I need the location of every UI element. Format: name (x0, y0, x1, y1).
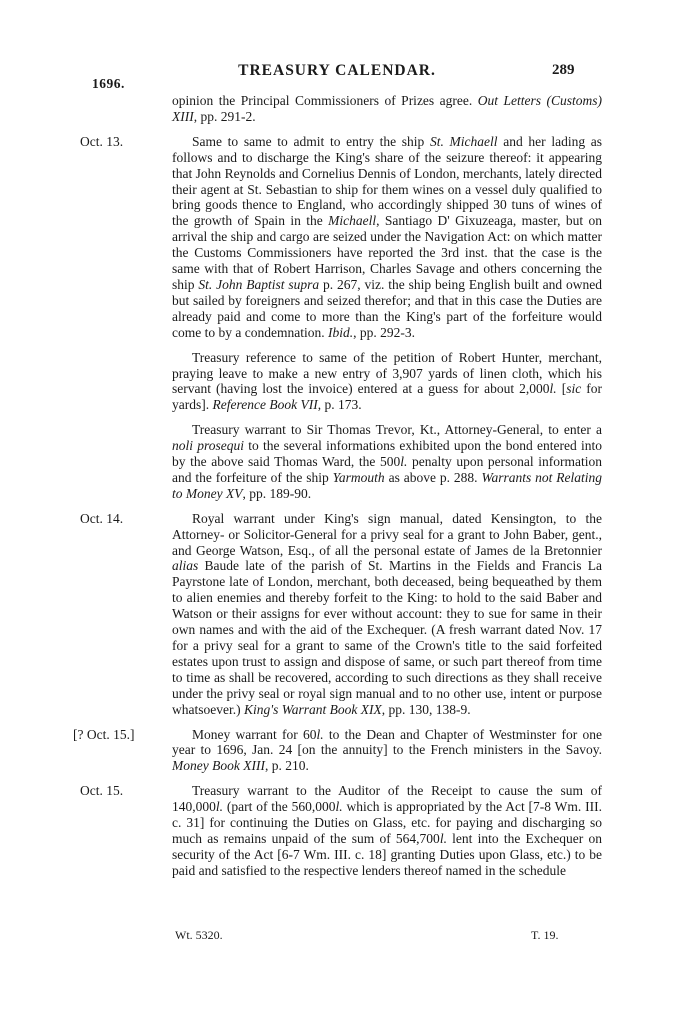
entry-trevor-warrant (80, 422, 602, 502)
entry-text: Royal warrant under King's sign manual, dated Kensington, to the Attorney- or Solicitor-General for a privy seal for a grant to John Baber, gent., and George Watson, Esq., of all the personal estate of James de la Bretonnier alias Baude late of the parish of St. Martins in the Fields and Francis La Payrstone late of London, merchant, both deceased, being bequeathed by them to alien enemies and thereby forfeit to the King: to hold to the said Baber and Watson or their assigns for ever without account: they to sue for same in their own names and with the aid of the Exchequer. (A fresh warrant dated Nov. 17 for a privy seal for a grant to same of the Crown's title to the said forfeited estates upon trust to assign and dispose of same, or such part thereof from time to time as shall be recovered, according to such directions as they shall receive under the privy seal or royal sign manual and to no other use, intent or purpose whatsoever.) King's Warrant Book XIX, pp. 130, 138-9. (172, 510, 602, 717)
entry-date: Oct. 14. (80, 510, 124, 526)
entry-oct-13 (80, 134, 602, 341)
footer-warrant-number: Wt. 5320. (175, 928, 223, 942)
entry-oct-15 (80, 783, 602, 878)
entry-date: [? Oct. 15.] (73, 726, 135, 742)
entry-text: Same to same to admit to entry the ship St. Michaell and her lading as follows and to discharge the King's share of the seizure thereof: it appearing that John Reynolds and Cornelius Dennis of London, merchants, lately directed their agent at St. Sebastian to ship for them wines on a vessel duly qualified to bring goods thence to England, who accordingly shipped 30 tuns of wines of the growth of Spain in the Michaell, Santiago D' Gixuzeaga, master, but on arrival the ship and cargo are seized under the Navigation Act: on which matter the Customs Commissioners have reported the 3rd inst. that the case is the same with that of Robert Harrison, Charles Savage and others concerning the ship St. John Baptist supra p. 267, viz. the ship being English built and owned but sailed by foreigners and seized therefor; and that in this case the Duties are already paid and come to more than the King's part of the forfeiture would come to by a condemnation. Ibid., pp. 292-3. (172, 133, 603, 340)
entry-text: opinion the Principal Commissioners of Prizes agree. Out Letters (Customs) XIII, pp. 291-2. (172, 93, 602, 124)
entry-hunter-reference (80, 350, 602, 414)
header-year: 1696. (92, 76, 125, 91)
calendar-entries (73, 93, 603, 888)
running-head (0, 58, 674, 91)
footer-signature: T. 19. (531, 928, 559, 942)
entry-oct-14 (80, 511, 602, 718)
page-number: 289 (552, 62, 575, 78)
entry-continuation (80, 93, 602, 125)
entry-oct-15-query (73, 726, 602, 775)
entry-text: Treasury reference to same of the petition of Robert Hunter, merchant, praying leave to make a new entry of 3,907 yards of linen cloth, which his servant (having lost the invoice) entered at a guess for about 2,000l. [sic for yards]. Reference Book VII, p. 173. (172, 349, 602, 413)
entry-text: Treasury warrant to Sir Thomas Trevor, Kt., Attorney-General, to enter a noli prosequi to the several informations exhibited upon the bond entered into by the above said Thomas Ward, the 500l. penalty upon personal information and the forfeiture of the ship Yarmouth as above p. 288. Warrants not Relating to Money XV, pp. 189-90. (172, 422, 603, 501)
entry-date: Oct. 13. (80, 133, 124, 149)
entry-date: Oct. 15. (80, 783, 124, 799)
entry-text: Money warrant for 60l. to the Dean and Chapter of Westminster for one year to 1696, Jan. 24 [on the annuity] to the French ministers in the Savoy. Money Book XIII, p. 210. (172, 726, 602, 774)
header-title: TREASURY CALENDAR. (238, 62, 436, 79)
entry-text: Treasury warrant to the Auditor of the Receipt to cause the sum of 140,000l. (part of the 560,000l. which is appropriated by the Act [7-8 Wm. III. c. 31] for continuing the Duties on Glass, etc. for paying and discharging so much as remains unpaid of the sum of 564,700l. lent into the Exchequer on security of the Act [6-7 Wm. III. c. 18] granting Duties upon Glass, etc.) to be paid and satisfied to the respective lenders thereof named in the schedule (172, 783, 602, 878)
